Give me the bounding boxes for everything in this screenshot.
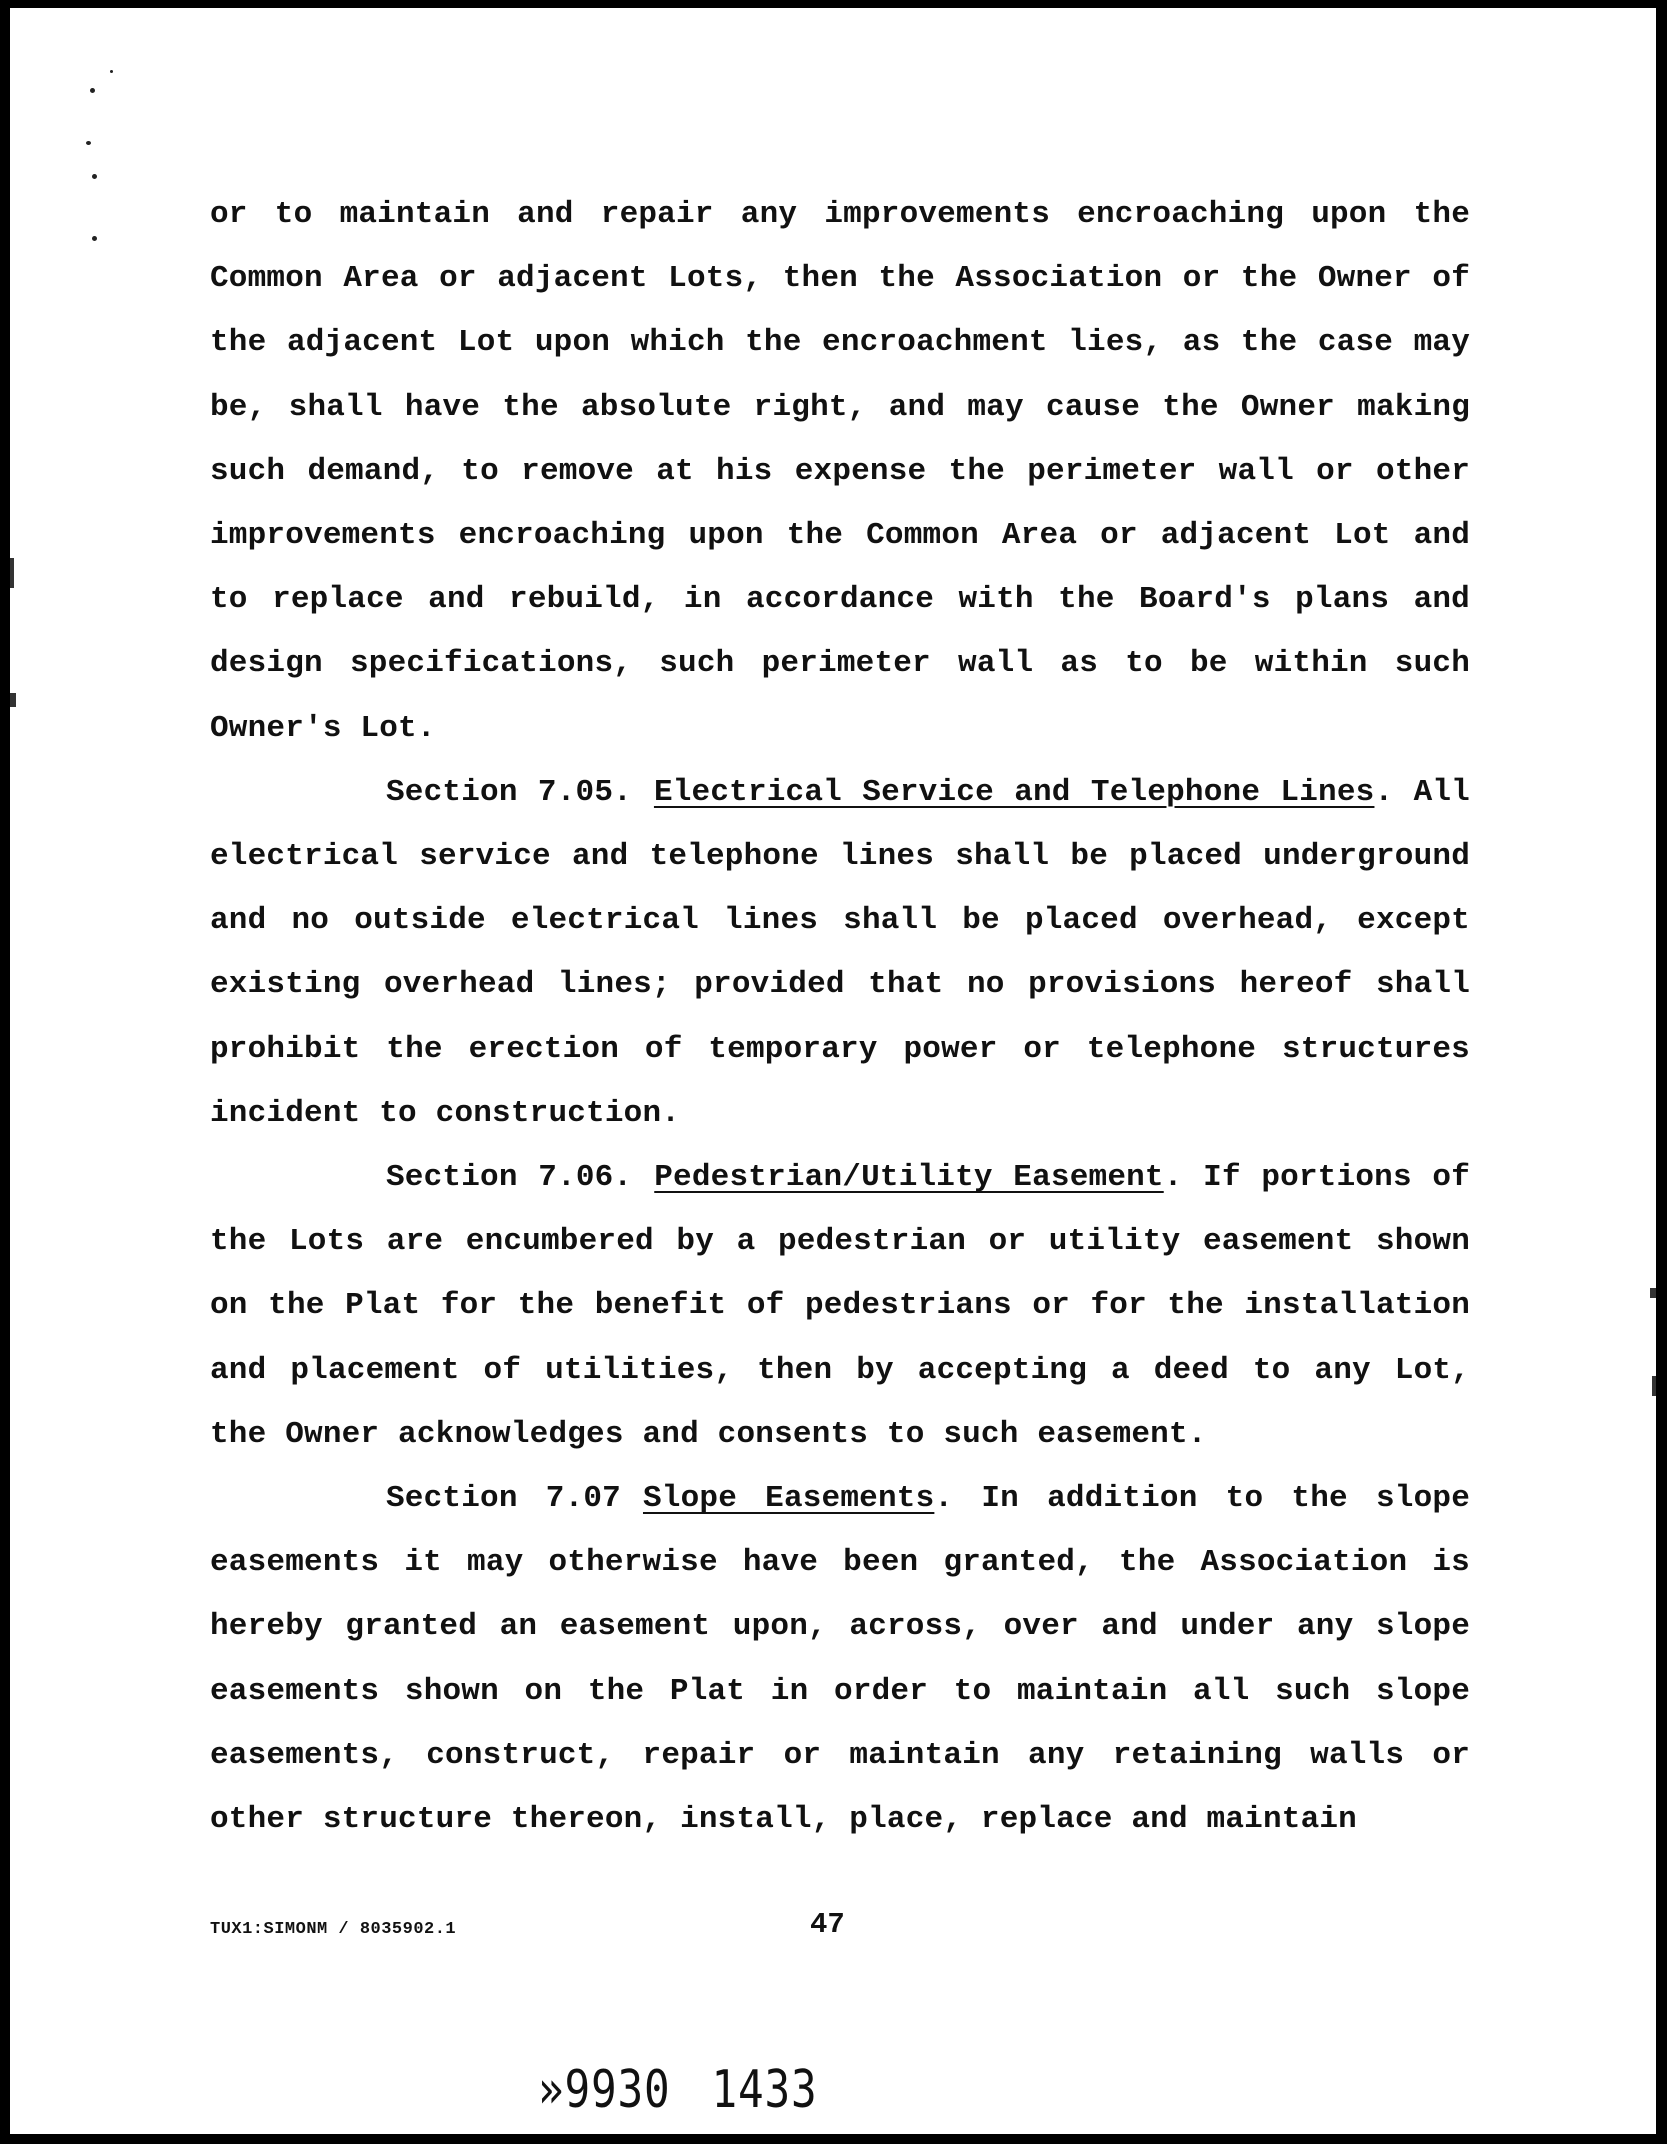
document-id: TUX1:SIMONM / 8035902.1 [210, 1920, 457, 1939]
stamp-prefix: » [538, 2060, 565, 2120]
scan-edge-mark [10, 558, 14, 588]
scan-speck [90, 88, 95, 93]
recording-stamp [538, 2060, 817, 2120]
section-7-06 [210, 1146, 1470, 1467]
section-title: Electrical Service and Telephone Lines [653, 774, 1375, 810]
section-7-05 [210, 761, 1470, 1146]
document-body [210, 183, 1470, 1852]
section-number: Section 7.07 [386, 1481, 621, 1517]
scan-edge-mark [1652, 1376, 1656, 1396]
scan-speck [86, 141, 91, 145]
section-body: If portions of the Lots are encumbered by a pedestrian or utility easement shown on the Plat for the benefit of pedestrians or for the installation and placement of utilities, then by accepting a deed to any Lot, the Owner acknowledges and consents to such easement. [210, 1160, 1470, 1452]
page-number: 47 [810, 1908, 845, 1941]
section-title-punct: . [1163, 1160, 1183, 1196]
section-body: All electrical service and telephone lines shall be placed underground and no outside electrical lines shall be placed overhead, except existing overhead lines; provided that no provisions hereof shall prohibit the erection of temporary power or telephone structures incident to construction. [210, 774, 1470, 1131]
scan-speck [92, 174, 97, 179]
section-title: Pedestrian/Utility Easement [654, 1160, 1164, 1196]
section-body: In addition to the slope easements it may otherwise have been granted, the Association is hereby granted an easement upon, across, over and under any slope easements shown on the Plat in order to maintain all such slope easements, construct, repair or maintain any retaining walls or other structure thereon, install, place, replace and maintain [210, 1481, 1470, 1838]
stamp-right-number: 1433 [711, 2060, 818, 2120]
paragraph-continuation: or to maintain and repair any improvements encroaching upon the Common Area or adjacent Lots, then the Association or the Owner of the adjacent Lot upon which the encroachment lies, as the case may be, shall have the absolute right, and may cause the Owner making such demand, to remove at his expense the perimeter wall or other improvements encroaching upon the Common Area or adjacent Lot and to replace and rebuild, in accordance with the Board's plans and design specifications, such perimeter wall as to be within such Owner's Lot. [210, 197, 1470, 746]
section-title: Slope Easements [642, 1481, 935, 1517]
scan-edge-mark [10, 693, 16, 707]
stamp-left-number: 9930 [564, 2060, 671, 2120]
scan-speck [92, 236, 97, 241]
section-7-07 [210, 1467, 1470, 1852]
document-page [10, 8, 1656, 2134]
section-title-punct: . [934, 1481, 954, 1517]
section-number: Section 7.05. [386, 774, 632, 810]
section-title-punct: . [1374, 774, 1394, 810]
section-number: Section 7.06. [386, 1160, 633, 1196]
scan-edge-mark [1650, 1288, 1656, 1298]
scan-speck [110, 70, 113, 73]
